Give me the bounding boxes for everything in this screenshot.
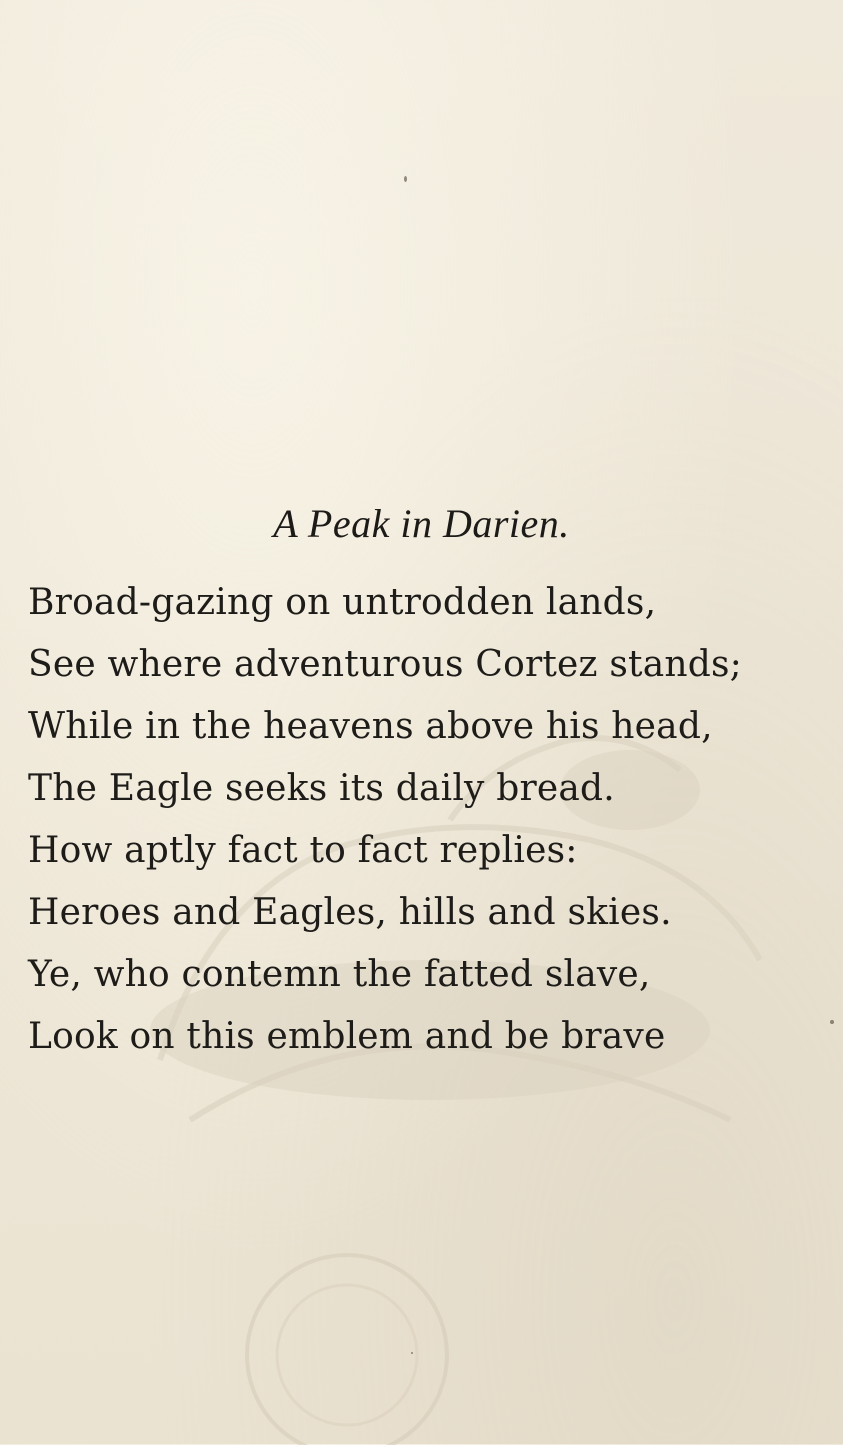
poem-line-4: The Eagle seeks its daily bread. — [28, 768, 615, 809]
poem-line-1: Broad-gazing on untrodden lands, — [28, 582, 657, 623]
poem-line-6: Heroes and Eagles, hills and skies. — [28, 892, 672, 933]
poem-line-7: Ye, who contemn the fatted slave, — [28, 954, 651, 995]
ink-speck — [830, 1020, 834, 1024]
poem-line-2: See where adventurous Cortez stands; — [28, 644, 742, 685]
poem-title: A Peak in Darien. — [273, 501, 570, 546]
poem-stanza — [28, 572, 838, 1068]
bleed-through-stamp — [232, 1245, 462, 1445]
ink-speck — [404, 176, 407, 182]
ink-speck — [411, 1352, 413, 1354]
poem-line-3: While in the heavens above his head, — [28, 706, 713, 747]
poem-line-5: How aptly fact to fact replies: — [28, 830, 578, 871]
poem-line-8: Look on this emblem and be brave — [28, 1016, 666, 1057]
